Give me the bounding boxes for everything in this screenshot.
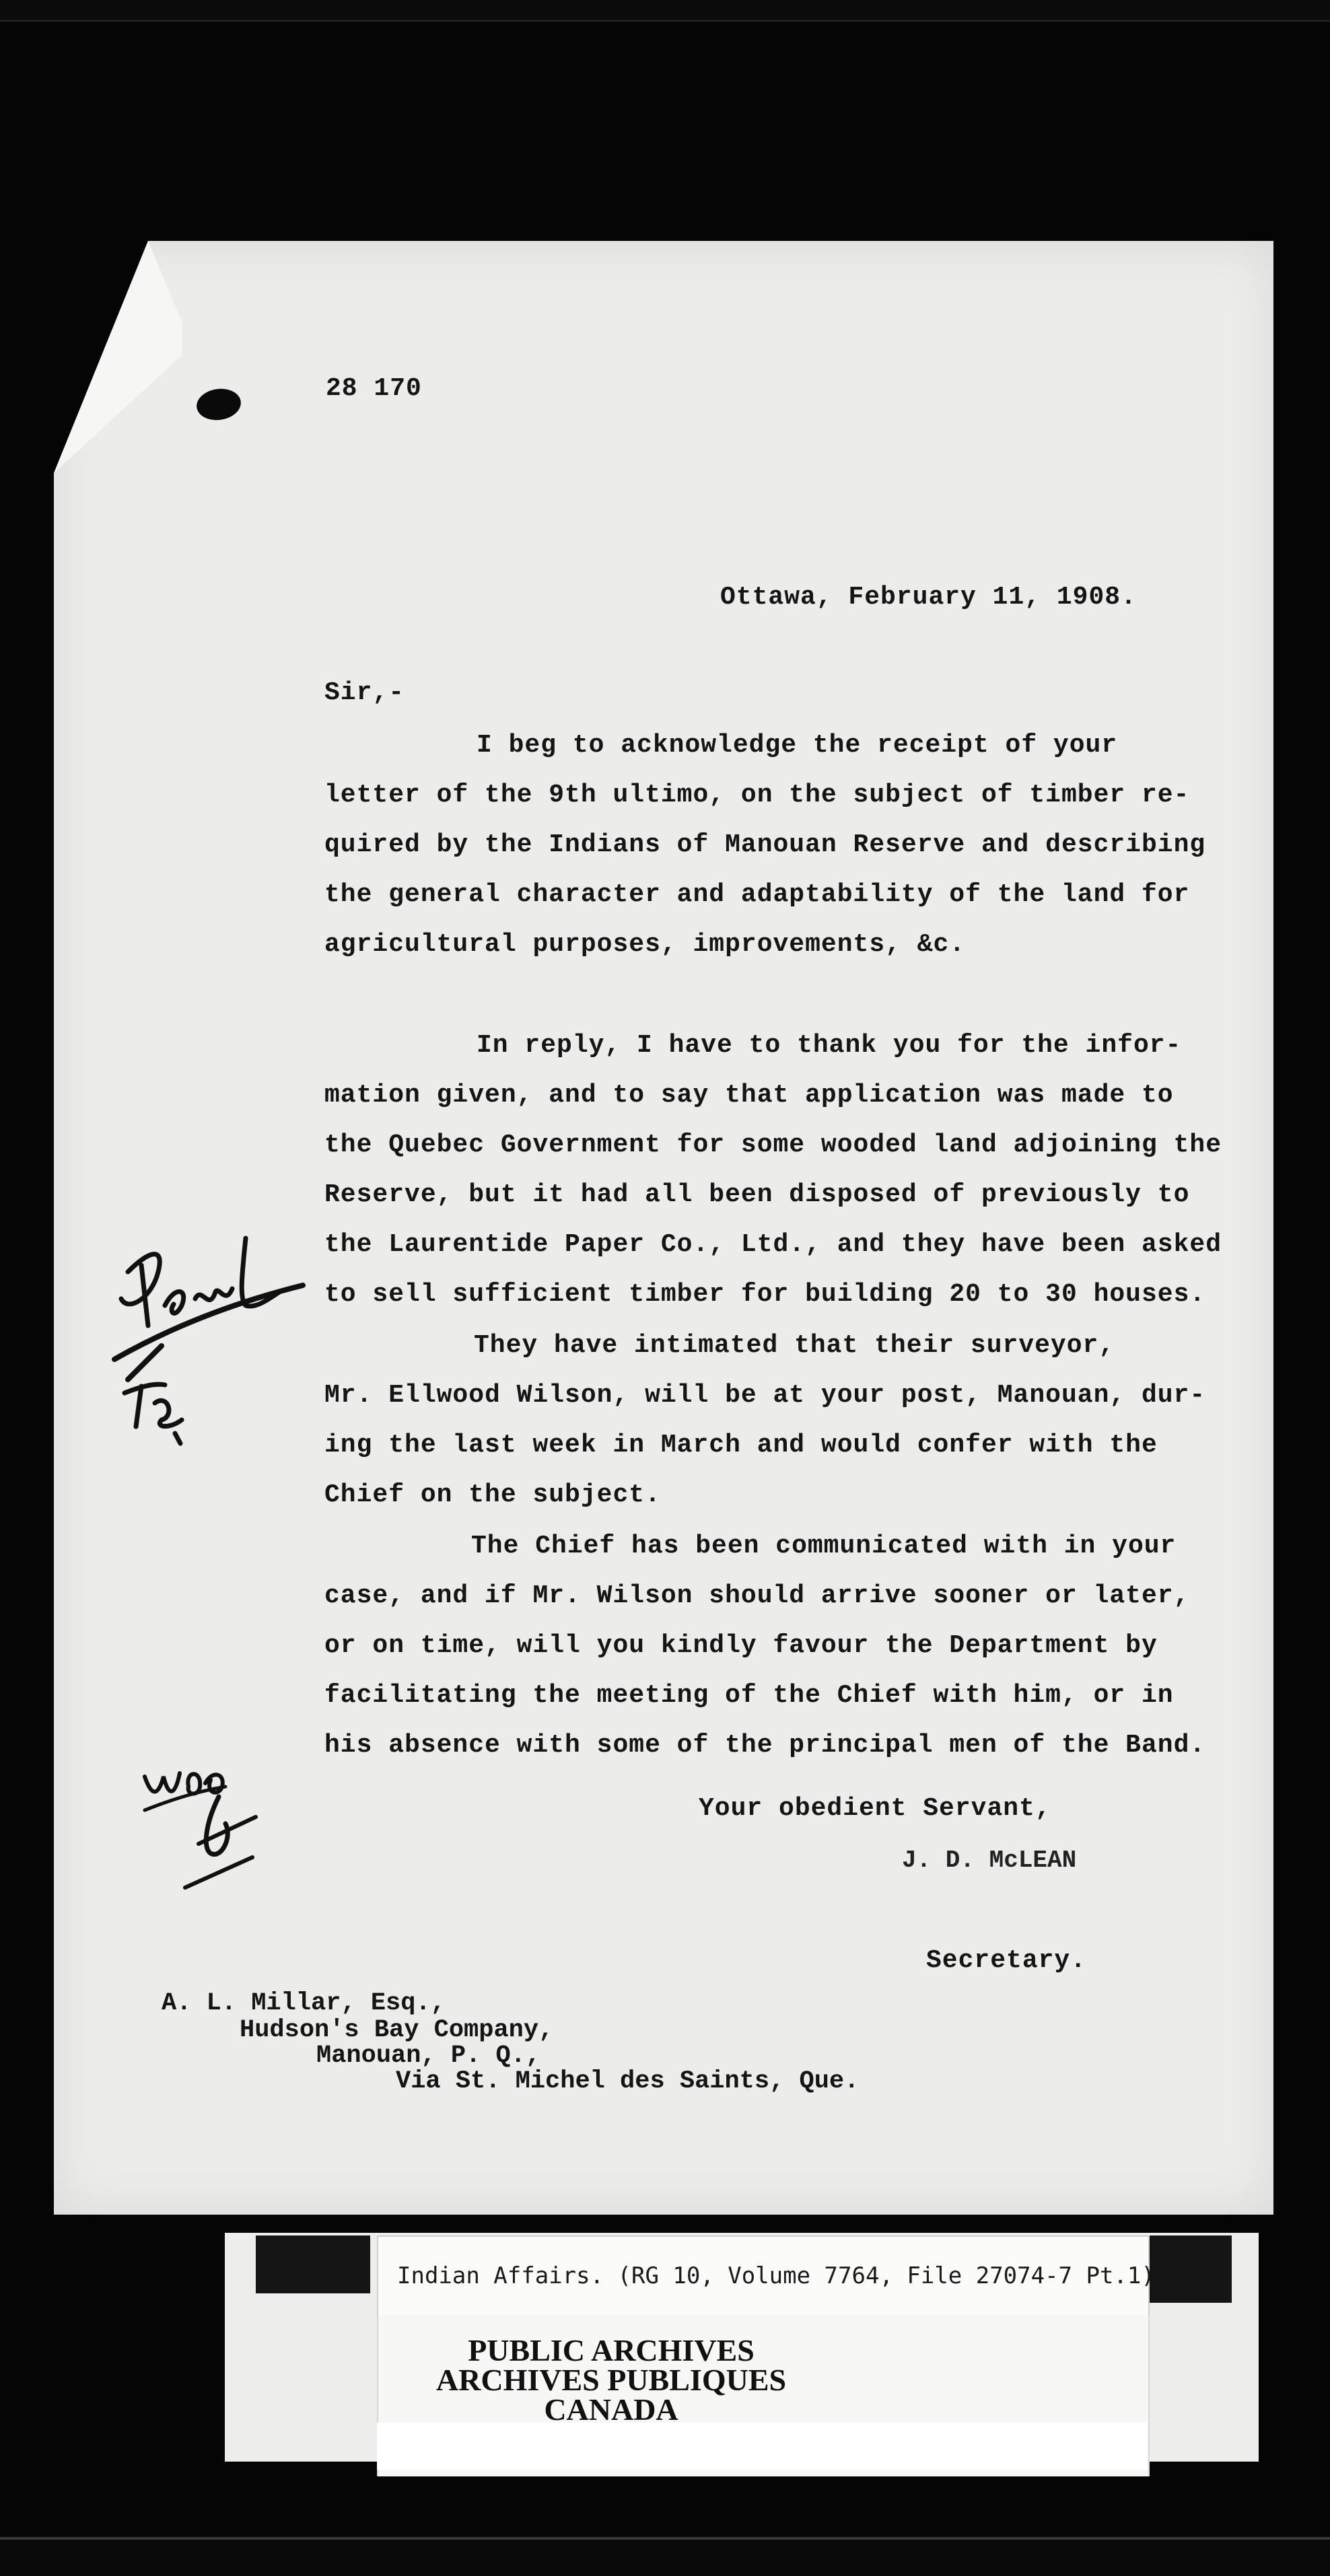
body-line: facilitating the meeting of the Chief with him, or in: [324, 1681, 1174, 1710]
body-line: or on time, will you kindly favour the Department by: [324, 1631, 1158, 1660]
body-line: Chief on the subject.: [324, 1480, 661, 1509]
closing: Your obedient Servant,: [699, 1794, 1051, 1823]
body-line: the Quebec Government for some wooded land adjoining the: [324, 1131, 1222, 1159]
body-line: agricultural purposes, improvements, &c.: [324, 930, 966, 959]
address-line: Via St. Michel des Saints, Que.: [396, 2067, 860, 2096]
archive-reference: Indian Affairs. (RG 10, Volume 7764, File 27074-7 Pt.1): [397, 2262, 1155, 2289]
salutation: Sir,-: [324, 678, 405, 707]
body-line: I beg to acknowledge the receipt of your: [477, 731, 1118, 760]
archive-stamp-line: CANADA: [544, 2392, 678, 2427]
label-shadow-left: [256, 2235, 370, 2293]
body-line: mation given, and to say that application was made to: [324, 1081, 1174, 1110]
body-line: case, and if Mr. Wilson should arrive sooner or later,: [324, 1581, 1190, 1610]
label-shadow-right: [1150, 2235, 1232, 2303]
archive-stamp-line: PUBLIC ARCHIVES: [468, 2333, 755, 2367]
letter-date: Ottawa, February 11, 1908.: [720, 583, 1137, 612]
body-line: letter of the 9th ultimo, on the subject of timber re-: [324, 781, 1190, 810]
address-line: A. L. Millar, Esq.,: [162, 1989, 446, 2017]
body-line: Reserve, but it had all been disposed of previously to: [324, 1180, 1190, 1209]
body-line: the Laurentide Paper Co., Ltd., and they have been asked: [324, 1230, 1222, 1259]
body-line: the general character and adaptability of the land for: [324, 880, 1190, 909]
address-line: Hudson's Bay Company,: [240, 2016, 554, 2044]
file-number: 28 170: [326, 374, 422, 403]
archive-stamp-line: ARCHIVES PUBLIQUES: [435, 2363, 787, 2397]
body-line: ing the last week in March and would confer with the: [324, 1431, 1158, 1460]
handwritten-initials-icon: [101, 1225, 316, 1480]
body-line: They have intimated that their surveyor,: [474, 1331, 1115, 1360]
body-line: In reply, I have to thank you for the infor-: [477, 1031, 1182, 1060]
handwritten-initials-icon: [138, 1723, 300, 1925]
body-line: his absence with some of the principal men of the Band.: [324, 1731, 1206, 1760]
body-line: Mr. Ellwood Wilson, will be at your post, Manouan, dur-: [324, 1381, 1206, 1410]
label-bottom: [377, 2423, 1147, 2470]
signatory-title: Secretary.: [926, 1946, 1087, 1975]
film-border-top: [0, 0, 1330, 22]
address-line: Manouan, P. Q.,: [316, 2042, 541, 2070]
body-line: quired by the Indians of Manouan Reserve and describing: [324, 830, 1206, 859]
body-line: to sell sufficient timber for building 20 to 30 houses.: [324, 1280, 1206, 1309]
signature-stamp: J. D. McLEAN: [902, 1847, 1077, 1874]
film-border-bottom: [0, 2537, 1330, 2576]
body-line: The Chief has been communicated with in your: [471, 1532, 1177, 1561]
